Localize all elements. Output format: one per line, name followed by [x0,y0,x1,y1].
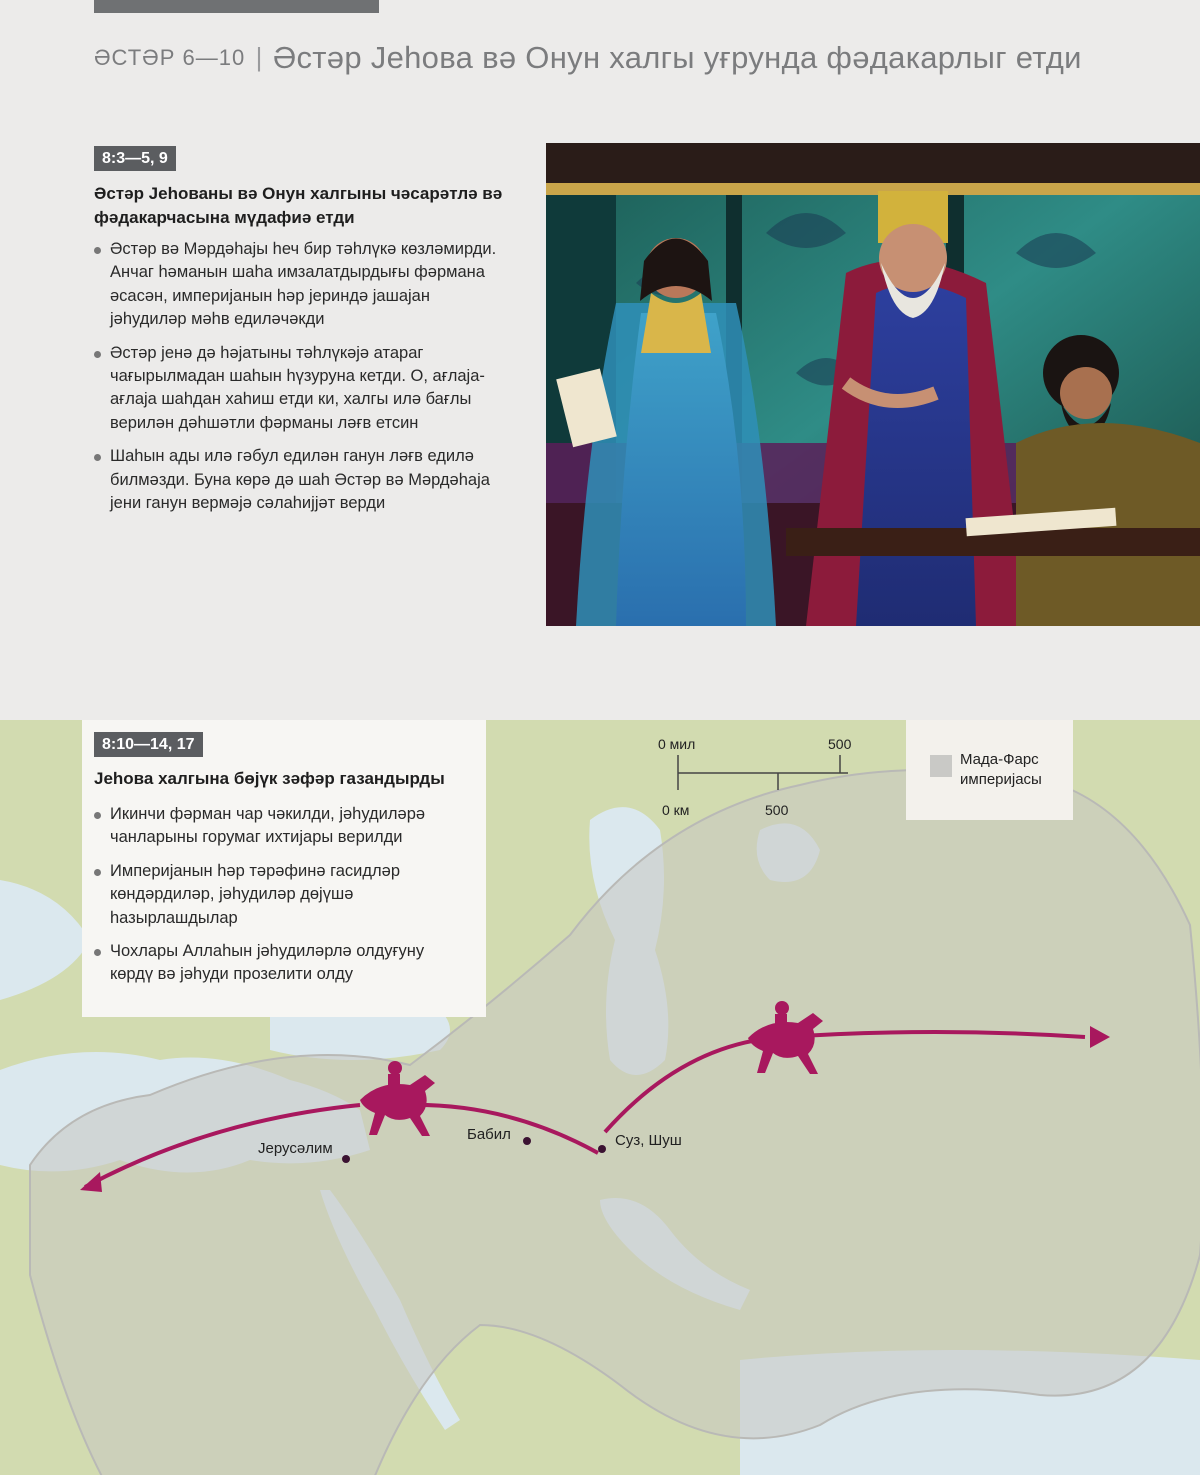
scale-miles-start: 0 мил [658,736,696,752]
esther-king-painting [546,143,1200,626]
babylon-label: Бабил [467,1126,511,1143]
jerusalem-marker [342,1155,350,1163]
page-header [94,40,1180,76]
list-item: Чохлары Аллаһын јәһудиләрлә олдуғуну көрдү вә јәһуди прозелити олду [94,940,464,987]
empire-swatch [930,755,952,777]
jerusalem-label: Јерусәлим [258,1140,333,1157]
section1-heading: Әстәр Јеһованы вә Онун халгыны чәсарәтлә вә фәдакарчасына мүдафиә етди [94,184,503,227]
list-item: Әстәр јенә дә һәјатыны тәһлүкәјә атараг чағырылмадан шаһын һүзуруна кетди. О, ағлаја-ағлаја шаһдан хаһиш етди ки, халгы илә бағлы верилән дәһшәтли фәрманы ләғв етсин [94,342,510,436]
top-decor-bar [94,0,379,13]
scale-km-start: 0 км [662,802,690,818]
section1-bullet-list [94,238,510,525]
bullet-icon [94,454,101,461]
section2-heading: Јеһова халгына бөјүк зәфәр газандырды [94,769,445,788]
header-separator: | [255,42,263,72]
section2-bullet-list [94,803,464,997]
bullet-icon [94,812,101,819]
list-item: Әстәр вә Мәрдәһајы һеч бир тәһлүкә көзләмирди. Анчаг һәманын шаһа имзалатдырдығы фәрмана әсасән, империјанын һәр јериндә јашајан јәһудиләр мәһв едиләчәкди [94,238,510,332]
map-legend [906,720,1073,820]
scale-miles-end: 500 [828,736,852,752]
scripture-badge-1: 8:3—5, 9 [94,146,176,171]
bullet-icon [94,351,101,358]
chapter-reference: ӘСТӘР 6—10 [94,45,246,70]
bullet-icon [94,869,101,876]
susa-label: Суз, Шуш [615,1132,682,1149]
susa-marker [598,1145,606,1153]
list-item: Икинчи фәрман чар чәкилди, јәһудиләрә чанларыны горумаг ихтијары верилди [94,803,464,850]
list-item: Шаһын ады илә гәбул едилән ганун ләғв едилә билмәзди. Буна көрә дә шаһ Әстәр вә Мәрдәһаја јени ганун вермәјә сәлаһијјәт верди [94,445,510,515]
bullet-icon [94,949,101,956]
page-title: Әстәр Јеһова вә Онун халгы уғрунда фәдакарлыг етди [272,40,1082,75]
section2-panel [82,720,486,1017]
bullet-icon [94,247,101,254]
scripture-badge-2: 8:10—14, 17 [94,732,203,757]
scale-km-end: 500 [765,802,789,818]
list-item: Империјанын һәр тәрәфинә гасидләр көндәрдиләр, јәһудиләр дөјүшә һазырлашдылар [94,860,464,930]
painting-illustration [546,143,1200,626]
persian-empire-map [0,720,1200,1475]
babylon-marker [523,1137,531,1145]
legend-label: Мада-Фарс империјасы [960,751,1042,788]
